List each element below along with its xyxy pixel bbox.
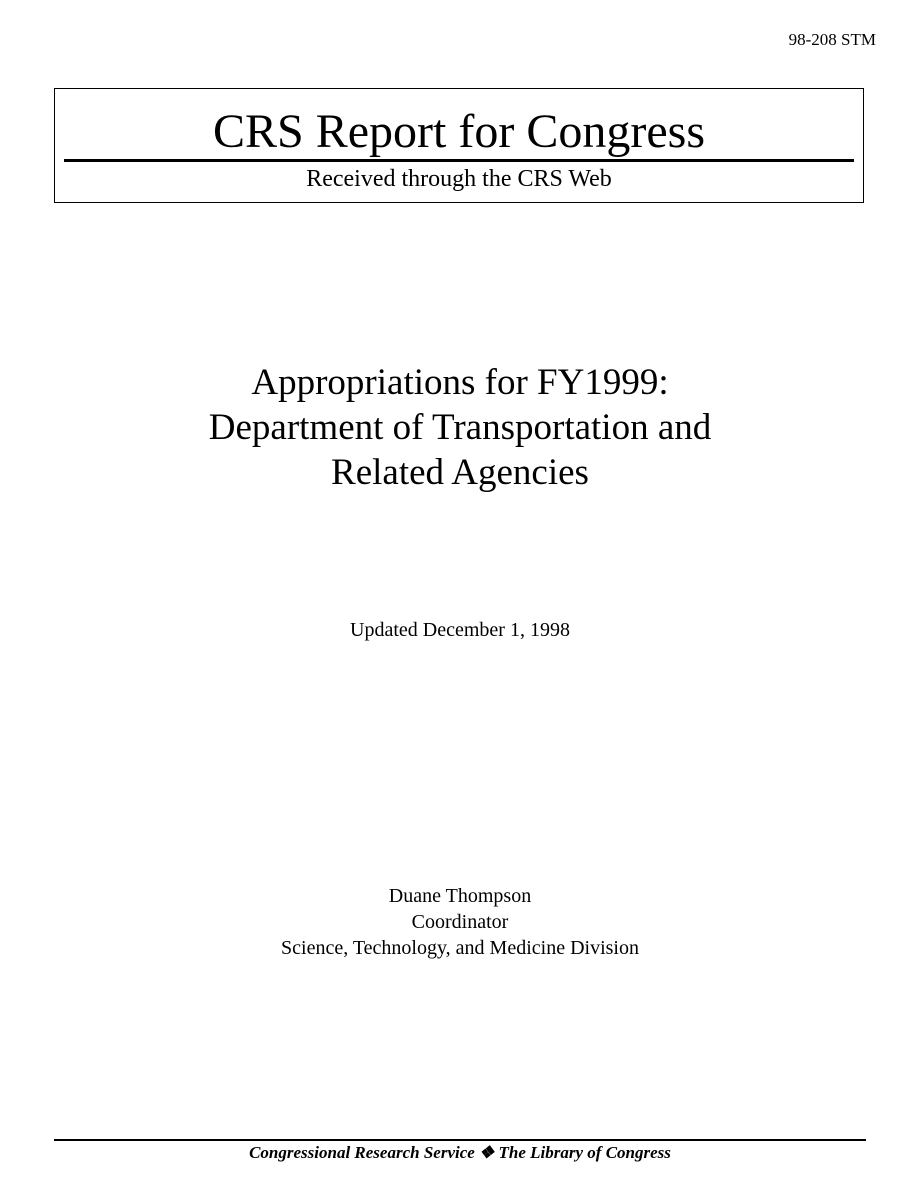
report-header-title: CRS Report for Congress [213,105,705,158]
document-title-line-2: Department of Transportation and [208,407,712,448]
author-block [0,883,920,961]
report-header-box [54,88,864,203]
report-number: 98-208 STM [788,30,876,49]
document-title [0,360,920,495]
author-division: Science, Technology, and Medicine Division [281,937,639,959]
footer-divider [54,1139,866,1141]
author-role: Coordinator [411,911,509,933]
document-title-line-3: Related Agencies [331,452,589,493]
header-divider [64,159,854,162]
footer-text: Congressional Research Service ❖ The Library of Congress [249,1143,671,1162]
report-header-subtitle: Received through the CRS Web [306,166,612,192]
author-name: Duane Thompson [388,885,532,907]
document-title-line-1: Appropriations for FY1999: [251,362,669,403]
updated-date: Updated December 1, 1998 [350,619,570,641]
